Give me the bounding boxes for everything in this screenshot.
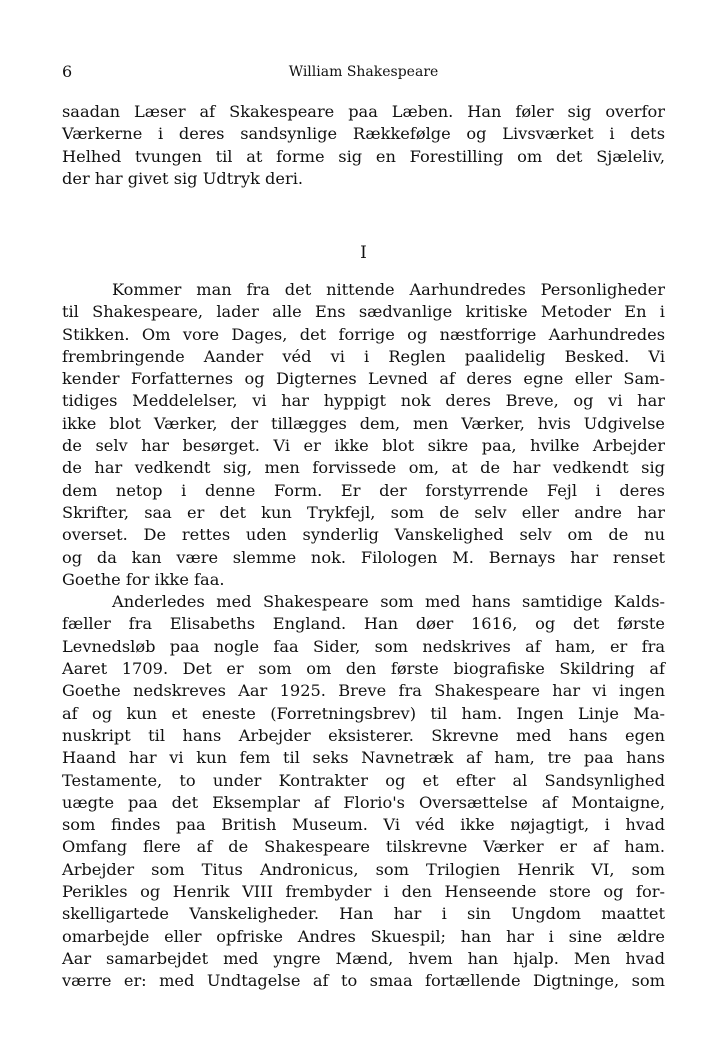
- text-line: de har vedkendt sig, men forvissede om, at de har vedkendt sig: [62, 458, 665, 478]
- text-line: frembringende Aander véd vi i Reglen paalidelig Besked. Vi: [62, 346, 665, 366]
- text-line: som findes paa British Museum. Vi véd ikke nøjagtigt, i hvad: [62, 815, 665, 835]
- text-line: omarbejde eller opfriske Andres Skuespil; han har i sine ældre: [62, 926, 665, 946]
- text-line: Omfang flere af de Shakespeare tilskrevne Værker er af ham.: [62, 837, 665, 857]
- text-line: Værkerne i deres sandsynlige Rækkefølge og Livsværket i dets: [62, 124, 665, 144]
- text-line: ikke blot Værker, der tillægges dem, men Værker, hvis Udgivelse: [62, 413, 665, 433]
- text-line: tidiges Meddelelser, vi har hyppigt nok deres Breve, og vi har: [62, 391, 665, 411]
- page-header: [62, 62, 665, 86]
- section-numeral: I: [360, 243, 367, 263]
- text-line: dem netop i denne Form. Er der forstyrrende Fejl i deres: [62, 480, 665, 500]
- text-line: nuskript til hans Arbejder eksisterer. Skrevne med hans egen: [62, 725, 665, 745]
- text-line: skelligartede Vanskeligheder. Han har i sin Ungdom maattet: [62, 904, 665, 924]
- text-line: de selv har besørget. Vi er ikke blot sikre paa, hvilke Arbejder: [62, 436, 665, 456]
- main-text: [62, 279, 665, 993]
- intro-paragraph: [62, 101, 665, 190]
- text-line: Skrifter, saa er det kun Trykfejl, som de selv eller andre har: [62, 502, 665, 522]
- text-line: kender Forfatternes og Digternes Levned af deres egne eller Sam-: [62, 369, 665, 389]
- text-line: Goethe nedskreves Aar 1925. Breve fra Shakespeare har vi ingen: [62, 681, 665, 701]
- text-line: Aaret 1709. Det er som om den første biografiske Skildring af: [62, 659, 665, 679]
- text-line: Goethe for ikke faa.: [62, 569, 225, 589]
- text-line: Anderledes med Shakespeare som med hans samtidige Kalds-: [112, 592, 665, 612]
- text-line: og da kan være slemme nok. Filologen M. Bernays har renset: [62, 547, 665, 567]
- text-line: Perikles og Henrik VIII frembyder i den Henseende store og for-: [62, 882, 665, 902]
- text-line: Kommer man fra det nittende Aarhundredes Personligheder: [112, 280, 665, 299]
- text-line: Helhed tvungen til at forme sig en Forestilling om det Sjæleliv,: [62, 146, 665, 166]
- text-line: af og kun et eneste (Forretningsbrev) til ham. Ingen Linje Ma-: [62, 703, 665, 723]
- text-line: Levnedsløb paa nogle faa Sider, som nedskrives af ham, er fra: [62, 636, 665, 656]
- text-line: overset. De rettes uden synderlig Vanskelighed selv om de nu: [62, 525, 665, 545]
- text-line: til Shakespeare, lader alle Ens sædvanlige kritiske Metoder En i: [62, 302, 665, 322]
- text-line: Aar samarbejdet med yngre Mænd, hvem han hjalp. Men hvad: [62, 948, 665, 968]
- text-line: fæller fra Elisabeths England. Han døer 1616, og det første: [62, 614, 665, 634]
- page-number: 6: [62, 62, 73, 81]
- paragraph-1: [62, 279, 665, 591]
- paragraph-2: [62, 591, 665, 992]
- text-line: Haand har vi kun fem til seks Navnetræk af ham, tre paa hans: [62, 748, 665, 768]
- text-line: Arbejder som Titus Andronicus, som Trilogien Henrik VI, som: [62, 859, 665, 879]
- text-line: uægte paa det Eksemplar af Florio's Oversættelse af Montaigne,: [62, 792, 665, 812]
- running-title: William Shakespeare: [288, 64, 439, 80]
- text-line: der har givet sig Udtryk deri.: [62, 168, 304, 188]
- text-line: værre er: med Undtagelse af to smaa fortællende Digtninge, som: [62, 971, 665, 991]
- text-line: Testamente, to under Kontrakter og et efter al Sandsynlighed: [62, 770, 665, 790]
- text-line: Stikken. Om vore Dages, det forrige og næstforrige Aarhundredes: [62, 324, 665, 344]
- text-line: saadan Læser af Skakespeare paa Læben. Han føler sig overfor: [62, 102, 665, 121]
